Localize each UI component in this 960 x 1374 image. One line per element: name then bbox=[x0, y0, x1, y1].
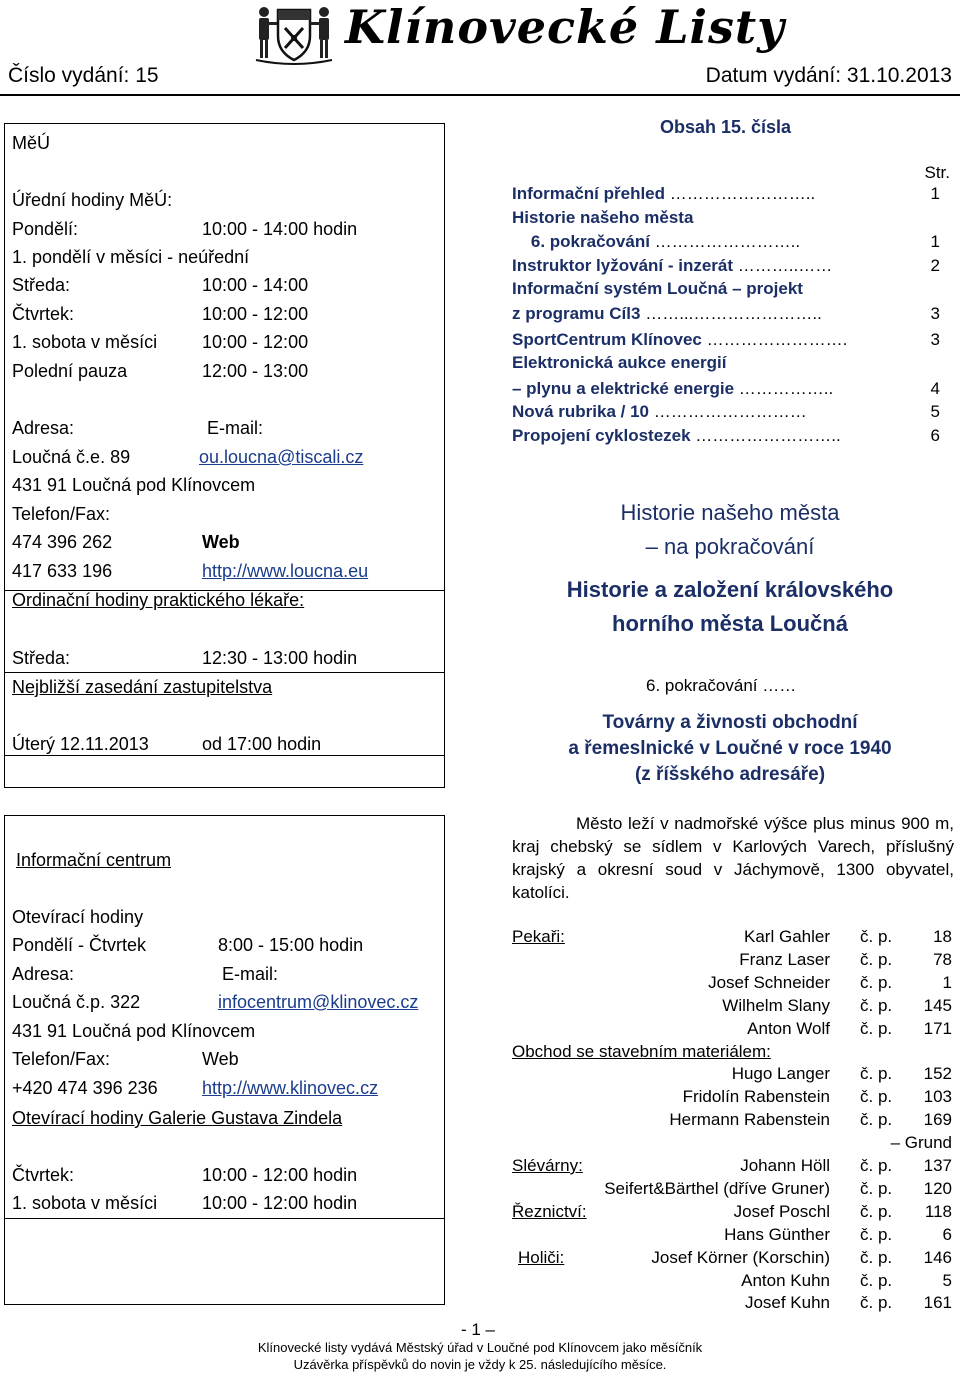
meu-phone1: 474 396 262 bbox=[12, 532, 113, 552]
toc-item bbox=[512, 208, 693, 228]
business-name: Fridolín Rabenstein bbox=[682, 1087, 830, 1107]
toc-item bbox=[512, 184, 815, 204]
business-house-number: 5 bbox=[942, 1270, 952, 1290]
business-name: Josef Poschl bbox=[733, 1201, 830, 1221]
toc-item bbox=[512, 256, 832, 276]
business-cp-label: č. p. bbox=[860, 1018, 893, 1038]
business-name: Hermann Rabenstein bbox=[669, 1110, 830, 1130]
meu-title: MěÚ bbox=[12, 133, 51, 153]
business-house-number: 169 bbox=[923, 1110, 952, 1130]
meu-city: 431 91 Loučná pod Klínovcem bbox=[12, 475, 256, 495]
toc-item-page: 3 bbox=[930, 330, 940, 349]
business-name: Josef Körner (Korschin) bbox=[651, 1247, 830, 1267]
toc-item-page: 3 bbox=[930, 304, 940, 323]
meu-hours-time: 10:00 - 12:00 bbox=[202, 304, 309, 324]
info-days: Pondělí - Čtvrtek bbox=[12, 935, 147, 955]
info-phone: +420 474 396 236 bbox=[12, 1078, 158, 1098]
meu-divider-bottom bbox=[4, 755, 445, 756]
meu-phone-label: Telefon/Fax: bbox=[12, 504, 111, 524]
meu-hours-time: 12:00 - 13:00 bbox=[202, 361, 309, 381]
toc-item bbox=[512, 402, 807, 422]
business-category: Slévárny: bbox=[512, 1156, 583, 1175]
business-house-number: 161 bbox=[923, 1293, 952, 1313]
business-house-number: 78 bbox=[933, 949, 952, 969]
article-title-1: Továrny a živnosti obchodní bbox=[602, 712, 858, 733]
business-name: Wilhelm Slany bbox=[722, 995, 830, 1015]
toc-item-dots: ……...………………….. bbox=[645, 304, 822, 323]
info-center-divider bbox=[4, 1218, 445, 1219]
business-name: Josef Schneider bbox=[708, 972, 830, 992]
toc-item-label: Nová rubrika / 10 bbox=[512, 402, 654, 421]
meu-hours-day: Čtvrtek: bbox=[12, 304, 75, 324]
left-miner-figure bbox=[259, 7, 278, 58]
info-address-label: Adresa: bbox=[12, 964, 75, 984]
toc-item-label: Informační systém Loučná – projekt bbox=[512, 279, 803, 298]
info-city: 431 91 Loučná pod Klínovcem bbox=[12, 1021, 256, 1041]
info-hours-title: Otevírací hodiny bbox=[12, 907, 144, 927]
toc-item bbox=[512, 330, 847, 350]
info-web-label: Web bbox=[202, 1049, 239, 1069]
business-category: Holiči: bbox=[518, 1247, 565, 1267]
article-title-3: (z říšského adresáře) bbox=[634, 764, 826, 785]
business-category: Obchod se stavebním materiálem: bbox=[512, 1041, 771, 1061]
toc-item-page: 5 bbox=[930, 402, 940, 421]
meu-divider-council bbox=[4, 672, 445, 673]
gallery-time: 10:00 - 12:00 hodin bbox=[202, 1165, 358, 1185]
business-cp-label: č. p. bbox=[860, 995, 893, 1015]
business-house-number: – Grund bbox=[890, 1133, 952, 1153]
business-name: Josef Kuhn bbox=[744, 1293, 830, 1313]
toc-item bbox=[512, 304, 822, 324]
meu-street: Loučná č.e. 89 bbox=[12, 447, 131, 467]
toc-item-label: Historie našeho města bbox=[512, 208, 694, 227]
meu-hours-title: Úřední hodiny MěÚ: bbox=[12, 190, 173, 210]
business-cp-label: č. p. bbox=[860, 949, 893, 969]
toc-item-dots: ……………………. bbox=[706, 330, 848, 349]
gallery-hours-title: Otevírací hodiny Galerie Gustava Zindela bbox=[12, 1108, 343, 1128]
business-name: Anton Wolf bbox=[747, 1018, 830, 1038]
business-cp-label: č. p. bbox=[860, 1156, 893, 1175]
business-cp-label: č. p. bbox=[860, 927, 893, 946]
article-text: Město leží v nadmořské výšce plus minus 900 m, kraj chebský se sídlem v Karlových Varech, příslušný krajský a okresní soud v Jáchymově, 1300 obyvatel, katolíci. bbox=[512, 814, 954, 902]
toc-item-label: Propojení cyklostezek bbox=[512, 426, 696, 445]
business-cp-label: č. p. bbox=[860, 1064, 893, 1084]
issue-number: Číslo vydání: 15 bbox=[8, 64, 159, 87]
business-name: Franz Laser bbox=[739, 949, 830, 969]
business-house-number: 1 bbox=[942, 972, 952, 992]
council-title: Nejbližší zasedání zastupitelstva bbox=[12, 677, 273, 697]
article-title-2: a řemeslnické v Loučné v roce 1940 bbox=[568, 738, 892, 759]
toc-item-label: Instruktor lyžování - inzerát bbox=[512, 256, 738, 275]
toc-item bbox=[512, 279, 803, 299]
toc-item-dots: …………………….. bbox=[654, 232, 801, 251]
info-web-link[interactable]: http://www.klinovec.cz bbox=[202, 1078, 379, 1098]
business-category: Řeznictví: bbox=[512, 1201, 587, 1221]
meu-hours-time: 10:00 - 12:00 bbox=[202, 332, 309, 352]
toc-item-label: Informační přehled bbox=[512, 184, 670, 203]
toc-item-dots: …………….. bbox=[738, 379, 834, 398]
meu-address-label: Adresa: bbox=[12, 418, 75, 438]
business-cp-label: č. p. bbox=[860, 1293, 893, 1313]
business-category: Pekaři: bbox=[512, 927, 565, 946]
business-cp-label: č. p. bbox=[860, 1247, 893, 1267]
toc-item-label: 6. pokračování bbox=[512, 232, 655, 251]
business-house-number: 18 bbox=[933, 927, 952, 946]
business-name: Seifert&Bärthel (dříve Gruner) bbox=[604, 1178, 830, 1198]
toc-item-label: – plynu a elektrické energie bbox=[512, 379, 739, 398]
meu-hours-time: 10:00 - 14:00 bbox=[202, 275, 309, 295]
toc-item-dots: ……………………… bbox=[653, 402, 807, 421]
footer-deadline: Uzávěrka příspěvků do novin je vždy k 25. následujícího měsíce. bbox=[293, 1357, 667, 1372]
toc-item-page: 1 bbox=[930, 232, 940, 251]
business-cp-label: č. p. bbox=[860, 1224, 893, 1244]
business-house-number: 171 bbox=[923, 1018, 952, 1038]
page-number: - 1 – bbox=[461, 1320, 496, 1339]
business-name: Anton Kuhn bbox=[741, 1270, 830, 1290]
business-cp-label: č. p. bbox=[860, 1270, 893, 1290]
header-divider bbox=[0, 94, 960, 96]
business-cp-label: č. p. bbox=[860, 1178, 893, 1198]
history-subheading: Historie a založení královského bbox=[566, 577, 894, 602]
business-cp-label: č. p. bbox=[860, 1087, 893, 1107]
meu-hours-day: 1. pondělí v měsíci - neúřední bbox=[12, 247, 250, 267]
meu-hours-day: Středa: bbox=[12, 275, 71, 295]
toc-item-label: z programu Cíl3 bbox=[512, 304, 646, 323]
doctor-time: 12:30 - 13:00 hodin bbox=[202, 648, 358, 668]
masthead-title: Klínovecké Listy bbox=[345, 0, 785, 54]
meu-web-link[interactable]: http://www.loucna.eu bbox=[202, 561, 369, 581]
toc-item-label: SportCentrum Klínovec bbox=[512, 330, 707, 349]
info-email-link[interactable]: infocentrum@klinovec.cz bbox=[218, 992, 419, 1012]
business-name: Johann Höll bbox=[740, 1156, 830, 1175]
meu-web-label: Web bbox=[202, 532, 240, 552]
toc-item-page: 1 bbox=[930, 184, 940, 203]
continuation-label: 6. pokračování …… bbox=[646, 676, 797, 695]
council-date: Úterý 12.11.2013 bbox=[12, 734, 149, 754]
town-coat-of-arms-logo bbox=[252, 2, 336, 66]
issue-date: Datum vydání: 31.10.2013 bbox=[705, 64, 952, 87]
business-house-number: 145 bbox=[923, 995, 952, 1015]
doctor-hours-title: Ordinační hodiny praktického lékaře: bbox=[12, 590, 305, 610]
toc-item-page: 2 bbox=[930, 256, 940, 275]
toc-item-label: Elektronická aukce energií bbox=[512, 353, 727, 372]
council-time: od 17:00 hodin bbox=[202, 734, 322, 754]
toc-title: Obsah 15. čísla bbox=[660, 117, 792, 137]
toc-item-page: 4 bbox=[930, 379, 940, 398]
right-miner-figure bbox=[310, 7, 329, 58]
business-house-number: 6 bbox=[942, 1224, 952, 1244]
info-street: Loučná č.p. 322 bbox=[12, 992, 141, 1012]
business-house-number: 120 bbox=[923, 1178, 952, 1198]
business-cp-label: č. p. bbox=[860, 1201, 893, 1221]
meu-hours-day: Polední pauza bbox=[12, 361, 128, 381]
info-time: 8:00 - 15:00 hodin bbox=[218, 935, 364, 955]
business-name: Hans Günther bbox=[724, 1224, 830, 1244]
gallery-day: 1. sobota v měsíci bbox=[12, 1193, 158, 1213]
meu-hours-day: 1. sobota v měsíci bbox=[12, 332, 158, 352]
meu-email-link[interactable]: ou.loucna@tiscali.cz bbox=[199, 447, 364, 467]
business-house-number: 152 bbox=[923, 1064, 952, 1084]
business-house-number: 137 bbox=[923, 1156, 952, 1175]
info-email-label: E-mail: bbox=[222, 964, 279, 984]
business-cp-label: č. p. bbox=[860, 972, 893, 992]
business-name: Hugo Langer bbox=[731, 1064, 830, 1084]
meu-hours-day: Pondělí: bbox=[12, 219, 79, 239]
history-subheading-2: horního města Loučná bbox=[612, 611, 848, 636]
business-house-number: 103 bbox=[923, 1087, 952, 1107]
info-phone-label: Telefon/Fax: bbox=[12, 1049, 111, 1069]
toc-item-dots: ………..…… bbox=[737, 256, 833, 275]
gallery-day: Čtvrtek: bbox=[12, 1165, 75, 1185]
history-heading-2: – na pokračování bbox=[645, 534, 815, 559]
toc-item-page: 6 bbox=[930, 426, 940, 445]
meu-hours-time: 10:00 - 14:00 hodin bbox=[202, 219, 358, 239]
article-paragraph bbox=[512, 812, 954, 904]
meu-email-label: E-mail: bbox=[207, 418, 264, 438]
toc-item bbox=[512, 379, 833, 399]
toc-item-dots: …………………….. bbox=[695, 426, 841, 445]
meu-phone2: 417 633 196 bbox=[12, 561, 113, 581]
toc-item-dots: …………………….. bbox=[669, 184, 816, 203]
toc-item bbox=[512, 232, 800, 252]
toc-item bbox=[512, 426, 841, 446]
footer-publisher: Klínovecké listy vydává Městský úřad v Loučné pod Klínovcem jako měsíčník bbox=[257, 1340, 703, 1355]
history-heading: Historie našeho města bbox=[620, 500, 840, 525]
gallery-time: 10:00 - 12:00 hodin bbox=[202, 1193, 358, 1213]
doctor-day: Středa: bbox=[12, 648, 71, 668]
business-house-number: 146 bbox=[923, 1247, 952, 1267]
toc-page-header: Str. bbox=[924, 163, 950, 182]
business-house-number: 118 bbox=[924, 1201, 952, 1221]
business-cp-label: č. p. bbox=[860, 1110, 893, 1130]
info-center-title: Informační centrum bbox=[16, 850, 172, 870]
business-name: Karl Gahler bbox=[744, 927, 830, 946]
toc-item bbox=[512, 353, 727, 373]
